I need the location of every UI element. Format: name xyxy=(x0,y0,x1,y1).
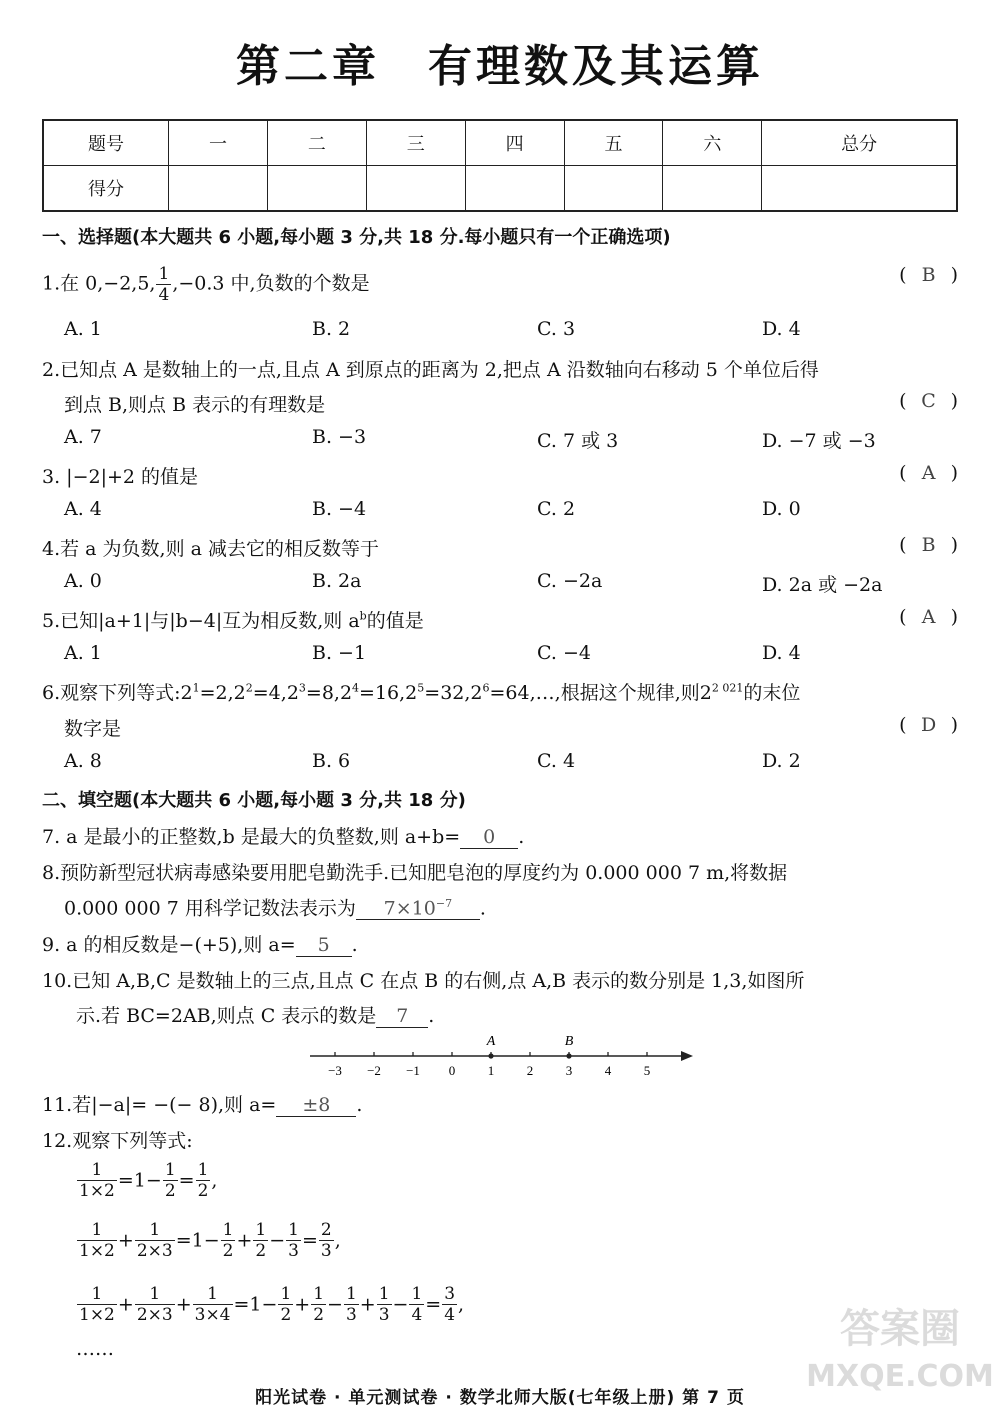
answer-blank[interactable]: ±8 xyxy=(276,1094,356,1117)
option-d: D. −7 或 −3 xyxy=(762,430,876,452)
header-cell: 总分 xyxy=(762,120,957,166)
score-cell[interactable] xyxy=(267,166,366,212)
ellipsis: …… xyxy=(76,1338,114,1360)
question-7: 7. a 是最小的正整数,b 是最大的负整数,则 a+b= 0 . xyxy=(42,826,525,848)
question-4: 4.若 a 为负数,则 a 减去它的相反数等于 ( B ) xyxy=(42,534,958,560)
point-a-label: A xyxy=(486,1034,496,1049)
equation-2: $\frac{1}{1\times 2}$ + $\frac{1}{2\times 3}$ =1− $\frac{1}{2}$ + $\frac{1}{2}$ − $\frac{1}{3}$ = $\frac{2}{3}$ , xyxy=(79,1220,341,1261)
question-11: 11.若|−a|= −(− 8),则 a= ±8 . xyxy=(42,1094,363,1116)
option-a: A. 1 xyxy=(64,318,102,340)
number-line-figure xyxy=(305,1032,700,1080)
answer-bracket: ( A ) xyxy=(899,462,958,484)
question-8-line2: 0.000 000 7 用科学记数法表示为 $7\times 10^{-7}$ . xyxy=(64,893,980,920)
equation-3: $\frac{1}{1\times 2}$ + $\frac{1}{2\times 3}$ + $\frac{1}{3\times 4}$ =1− $\frac{1}{2}$ + $\frac{1}{2}$ − $\frac{1}{3}$ + $\frac{1}{3}$ − $\frac{1}{4}$ = $\frac{3}{4}$ , xyxy=(79,1284,465,1325)
option-c: C. 7 或 3 xyxy=(537,430,619,452)
svg-text:MXQE.COM: MXQE.COM xyxy=(806,1359,994,1394)
axis-tick-label: −2 xyxy=(367,1063,381,1078)
question-6-line1: 6.观察下列等式$:2^1=2,2^2=4,2^3=8,2^4=16,2^5=32,2^6=64,\dots$,根据这个规律,则$2^{2 021}$的末位 xyxy=(42,681,801,704)
header-cell: 四 xyxy=(465,120,564,166)
option-b: B. 6 xyxy=(312,750,351,772)
question-6-line2: 数字是 ( D ) xyxy=(64,714,958,740)
answer-bracket: ( B ) xyxy=(899,264,958,286)
answer-value: D xyxy=(920,714,937,736)
score-table-header-row xyxy=(43,120,957,166)
axis-tick-label: −1 xyxy=(406,1063,420,1078)
option-a: A. 0 xyxy=(64,570,102,592)
option-d: D. 4 xyxy=(762,642,801,664)
score-cell[interactable] xyxy=(663,166,762,212)
score-cell[interactable] xyxy=(564,166,663,212)
answer-blank[interactable]: $7\times 10^{-7}$ xyxy=(356,893,480,920)
score-table xyxy=(42,119,958,212)
option-d: D. 0 xyxy=(762,498,801,520)
score-cell[interactable] xyxy=(169,166,268,212)
axis-tick-label: 0 xyxy=(448,1063,456,1078)
question-2-line1: 2.已知点 A 是数轴上的一点,且点 A 到原点的距离为 2,把点 A 沿数轴向右移动 5 个单位后得 xyxy=(42,359,819,381)
question-1 xyxy=(42,264,958,305)
chapter-name: 有理数及其运算 xyxy=(428,41,764,92)
page-title xyxy=(0,30,1000,94)
q1-text: 1.在 0,−2,5, xyxy=(42,272,156,295)
option-b: B. −3 xyxy=(312,426,367,448)
option-a: A. 1 xyxy=(64,642,102,664)
option-c: C. −4 xyxy=(537,642,591,664)
answer-bracket: ( B ) xyxy=(899,534,958,556)
svg-text:答案圈: 答案圈 xyxy=(840,1306,960,1352)
header-cell: 五 xyxy=(564,120,663,166)
option-b: B. −1 xyxy=(312,642,367,664)
question-12: 12.观察下列等式: xyxy=(42,1130,193,1152)
answer-bracket: ( C ) xyxy=(899,390,958,412)
header-cell: 二 xyxy=(267,120,366,166)
header-cell: 六 xyxy=(663,120,762,166)
option-c: C. 4 xyxy=(537,750,576,772)
axis-tick-label: 4 xyxy=(604,1063,612,1078)
score-cell[interactable] xyxy=(762,166,957,212)
answer-blank[interactable]: 0 xyxy=(460,826,518,849)
header-cell: 题号 xyxy=(43,120,169,166)
section-heading-fill: 二、填空题(本大题共 6 小题,每小题 3 分,共 18 分) xyxy=(42,790,466,811)
option-a: A. 7 xyxy=(64,426,102,448)
option-d: D. 2a 或 −2a xyxy=(762,574,883,596)
option-d: D. 2 xyxy=(762,750,801,772)
answer-value: A xyxy=(921,462,936,484)
score-cell[interactable] xyxy=(366,166,465,212)
axis-arrow-icon xyxy=(681,1051,693,1061)
question-10-line2: 示.若 BC=2AB,则点 C 表示的数是 7 . xyxy=(76,1005,435,1027)
axis-tick-label: 5 xyxy=(643,1063,651,1078)
point-a-dot xyxy=(488,1053,493,1058)
question-3: 3. |−2|+2 的值是 ( A ) xyxy=(42,462,958,488)
answer-value: B xyxy=(921,264,936,286)
question-5: 5.已知|a+1|与|b−4|互为相反数,则 $a^b$的值是 ( A ) xyxy=(42,606,958,632)
option-a: A. 8 xyxy=(64,750,102,772)
question-9: 9. a 的相反数是−(+5),则 a= 5 . xyxy=(42,934,358,956)
point-b-label: B xyxy=(564,1034,574,1049)
equation-1: $\frac{1}{1\times 2}$ =1− $\frac{1}{2}$ = $\frac{1}{2}$ , xyxy=(79,1160,218,1201)
option-d: D. 4 xyxy=(762,318,801,340)
fraction: $\frac{1}{4}$ xyxy=(158,264,170,305)
question-2-line2: 到点 B,则点 B 表示的有理数是 ( C ) xyxy=(64,390,958,416)
option-b: B. 2a xyxy=(312,570,362,592)
option-b: B. 2 xyxy=(312,318,351,340)
header-cell: 三 xyxy=(366,120,465,166)
point-b-dot xyxy=(566,1053,571,1058)
answer-bracket: ( A ) xyxy=(899,606,958,628)
score-label: 得分 xyxy=(43,166,169,212)
section-heading-choice: 一、选择题(本大题共 6 小题,每小题 3 分,共 18 分.每小题只有一个正确选项) xyxy=(42,227,671,248)
option-c: C. 2 xyxy=(537,498,576,520)
answer-bracket: ( D ) xyxy=(899,714,958,736)
option-b: B. −4 xyxy=(312,498,367,520)
answer-blank[interactable]: 7 xyxy=(376,1005,428,1028)
q1-text: ,−0.3 中,负数的个数是 xyxy=(172,272,370,295)
answer-value: A xyxy=(921,606,936,628)
axis-tick-label: −3 xyxy=(328,1063,342,1078)
answer-blank[interactable]: 5 xyxy=(296,934,352,957)
question-8-line1: 8.预防新型冠状病毒感染要用肥皂勤洗手.已知肥皂泡的厚度约为 0.000 000 7 m,将数据 xyxy=(42,862,788,884)
page-footer: 阳光试卷 · 单元测试卷 · 数学北师大版(七年级上册) 第 7 页 xyxy=(255,1388,745,1408)
answer-value: C xyxy=(921,390,936,412)
option-c: C. 3 xyxy=(537,318,576,340)
option-c: C. −2a xyxy=(537,570,603,592)
chapter-number: 第二章 xyxy=(236,41,380,92)
header-cell: 一 xyxy=(169,120,268,166)
question-10-line1: 10.已知 A,B,C 是数轴上的三点,且点 C 在点 B 的右侧,点 A,B 表示的数分别是 1,3,如图所 xyxy=(42,970,805,992)
axis-tick-label: 3 xyxy=(565,1063,573,1078)
answer-value: B xyxy=(921,534,936,556)
option-a: A. 4 xyxy=(64,498,102,520)
score-cell[interactable] xyxy=(465,166,564,212)
score-table-score-row xyxy=(43,166,957,212)
axis-tick-label: 1 xyxy=(487,1063,495,1078)
axis-tick-label: 2 xyxy=(526,1063,534,1078)
